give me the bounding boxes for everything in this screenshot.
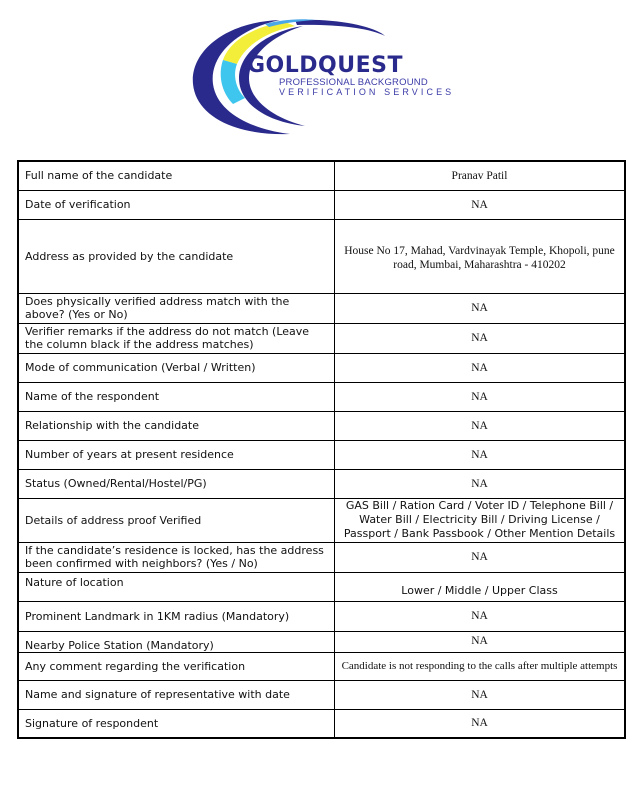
row-value: NA (335, 353, 626, 382)
row-value: NA (335, 709, 626, 738)
row-label: Mode of communication (Verbal / Written) (18, 353, 335, 382)
table-row (18, 382, 625, 411)
row-value: NA (335, 542, 626, 572)
row-label: Details of address proof Verified (18, 498, 335, 542)
verification-report-table (17, 160, 626, 739)
row-label: Status (Owned/Rental/Hostel/PG) (18, 469, 335, 498)
table-row (18, 601, 625, 631)
table-row (18, 323, 625, 353)
row-label: Name and signature of representative with date (18, 680, 335, 709)
row-label: Number of years at present residence (18, 440, 335, 469)
row-value: House No 17, Mahad, Vardvinayak Temple, Khopoli, pune road, Mumbai, Maharashtra - 410202 (335, 219, 626, 293)
logo-tagline-2: VERIFICATION SERVICES (279, 87, 455, 97)
table-row (18, 190, 625, 219)
row-label: If the candidate’s residence is locked, has the address been confirmed with neighbors? (Yes / No) (18, 542, 335, 572)
table-row (18, 709, 625, 738)
row-label: Does physically verified address match with the above? (Yes or No) (18, 293, 335, 323)
logo-tagline-1: PROFESSIONAL BACKGROUND (279, 77, 428, 88)
row-value: Candidate is not responding to the calls after multiple attempts (335, 652, 626, 680)
row-value: NA (335, 190, 626, 219)
row-value: Lower / Middle / Upper Class (335, 572, 626, 601)
row-label: Prominent Landmark in 1KM radius (Mandatory) (18, 601, 335, 631)
row-value: NA (335, 631, 626, 652)
row-label: Any comment regarding the verification (18, 652, 335, 680)
row-value: NA (335, 323, 626, 353)
table-row (18, 652, 625, 680)
row-value: NA (335, 382, 626, 411)
row-value: NA (335, 601, 626, 631)
row-value: NA (335, 440, 626, 469)
table-row (18, 572, 625, 601)
table-row (18, 469, 625, 498)
table-row (18, 353, 625, 382)
row-label: Nearby Police Station (Mandatory) (18, 631, 335, 652)
row-label: Name of the respondent (18, 382, 335, 411)
row-label: Verifier remarks if the address do not match (Leave the column black if the address matches) (18, 323, 335, 353)
row-label: Signature of respondent (18, 709, 335, 738)
table-row (18, 411, 625, 440)
table-row (18, 498, 625, 542)
table-row (18, 680, 625, 709)
table-row (18, 161, 625, 190)
row-value: NA (335, 680, 626, 709)
table-row (18, 542, 625, 572)
row-label: Nature of location (18, 572, 335, 601)
row-label: Relationship with the candidate (18, 411, 335, 440)
row-value: Pranav Patil (335, 161, 626, 190)
row-value: NA (335, 469, 626, 498)
logo-brand-text: GOLDQUEST (247, 53, 403, 78)
table-row (18, 440, 625, 469)
row-value: NA (335, 411, 626, 440)
row-value: GAS Bill / Ration Card / Voter ID / Telephone Bill / Water Bill / Electricity Bill / Driving License / Passport / Bank Passbook / Other Mention Details (335, 498, 626, 542)
row-value: NA (335, 293, 626, 323)
row-label: Date of verification (18, 190, 335, 219)
table-row (18, 631, 625, 652)
table-row (18, 219, 625, 293)
table-row (18, 293, 625, 323)
row-label: Address as provided by the candidate (18, 219, 335, 293)
goldquest-logo (185, 12, 465, 140)
row-label: Full name of the candidate (18, 161, 335, 190)
